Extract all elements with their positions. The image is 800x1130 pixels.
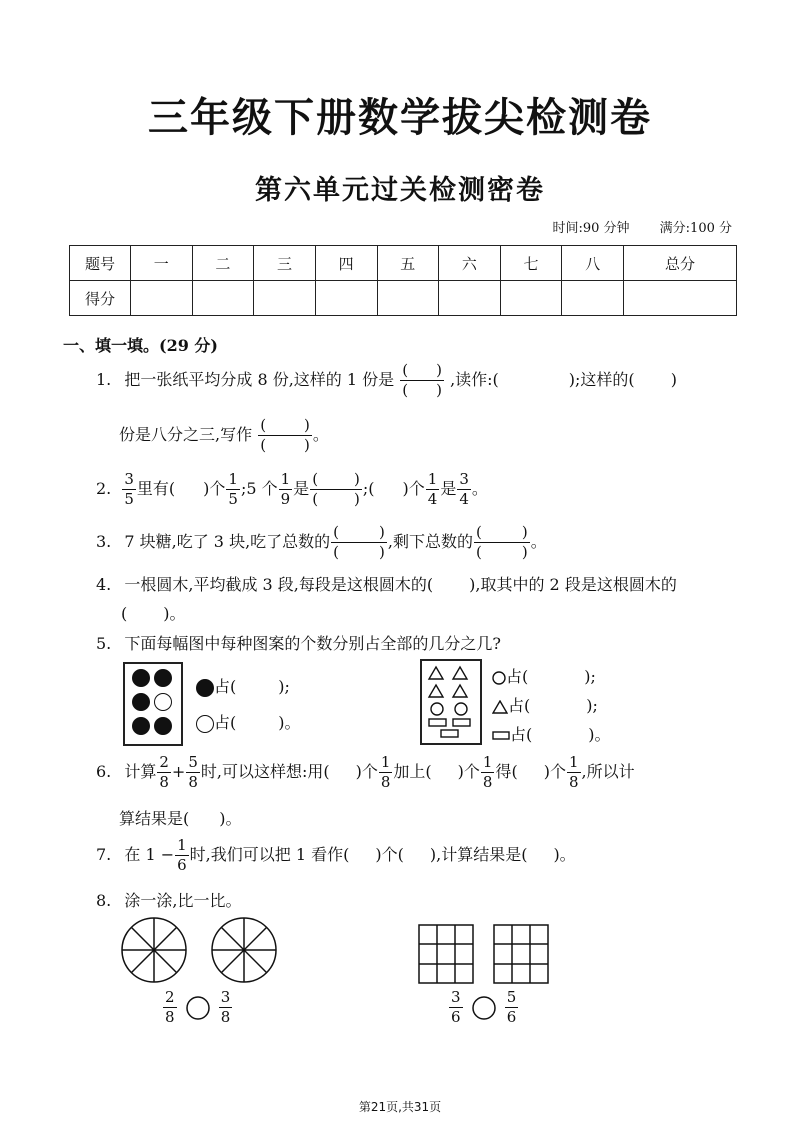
question-number: 8. [96,891,112,910]
triangle-icon [429,667,443,679]
triangle-icon [492,700,508,714]
time-limit: 时间:90 分钟 [552,221,630,236]
compare-circle-blank[interactable] [471,995,497,1021]
question-7: 7. 在 1 − $\frac{1}{6}$ 时,我们可以把 1 看作( )个( ),计算结果是( )。 [96,836,576,874]
fraction: $\frac{1}{8}$ [482,753,493,791]
question-number: 4. [96,575,112,594]
filled-circle-icon [132,693,150,711]
question-1-line-1: 1. 把一张纸平均分成 8 份,这样的 1 份是 $\frac{( )}{( )}$ ,读作:( );这样的( ) [96,361,677,399]
fraction: $\frac{3}{4}$ [459,470,469,508]
legend-filled-circle: 占( ); [196,674,290,697]
answer-fraction-blank[interactable]: $\frac{( )}{( )}$ [260,416,310,454]
question-6-line-1: 6. 计算 $\frac{2}{8}$ + $\frac{5}{8}$ 时,可以这样想:用( )个 $\frac{1}{8}$ 加上( )个 $\frac{1}{8}$ 得( )个 $\frac{1}{8}$ ,所以计 [96,753,635,791]
question-6-line-2: 算结果是( )。 [119,809,242,828]
fraction: $\frac{1}{9}$ [280,470,291,508]
score-input-cell[interactable] [315,281,377,316]
score-input-cell[interactable] [192,281,254,316]
question-3: 3. 7 块糖,吃了 3 块,吃了总数的 $\frac{( )}{( )}$ ,剩下总数的 $\frac{( )}{( )}$ 。 [96,523,547,561]
fraction: $\frac{3}{6}$ [451,988,461,1026]
rectangle-icon [453,719,470,726]
grid-sixths-right [494,925,548,983]
full-score: 满分:100 分 [659,221,732,236]
question-8: 8. 涂一涂,比一比。 [96,891,242,910]
score-table-cell: 一 [131,246,193,281]
question-number: 3. [96,532,112,551]
triangle-icon [453,685,467,697]
triangle-icon [453,667,467,679]
exam-info [526,217,732,236]
score-input-cell[interactable] [254,281,316,316]
answer-fraction-blank[interactable]: $\frac{( )}{( )}$ [312,470,360,508]
page-number: 第21页,共31页 [358,1100,442,1114]
empty-circle-icon [154,693,172,711]
question-1-line-2: 份是八分之三,写作 $\frac{( )}{( )}$ 。 [119,416,329,454]
empty-circle-icon [196,715,214,733]
circle-eighths-figures [120,916,280,986]
answer-fraction-blank[interactable]: $\frac{( )}{( )}$ [475,523,528,561]
section-heading: 一、填一填。(29 分) [63,336,218,355]
compare-right [448,990,519,1025]
grid-sixths-figures [418,924,550,986]
question-number: 6. [96,762,112,781]
score-table-cell: 总分 [624,246,737,281]
score-table-cell: 七 [500,246,562,281]
question-number: 5. [96,634,112,653]
legend-rectangle: 占( )。 [492,722,611,745]
fraction: $\frac{5}{8}$ [188,753,198,791]
fraction: $\frac{5}{6}$ [506,988,517,1026]
rectangle-icon [429,719,446,726]
shape-figure-box [420,659,482,745]
score-table-header-row [70,246,737,281]
answer-fraction-blank[interactable]: $\frac{( )}{( )}$ [402,361,442,399]
question-number: 7. [96,845,112,864]
fraction: $\frac{1}{6}$ [177,836,187,874]
page-subtitle: 第六单元过关检测密卷 [255,175,545,206]
score-table-score-row [70,281,737,316]
fraction: $\frac{2}{8}$ [159,753,169,791]
question-2: 2. $\frac{3}{5}$ 里有( )个 $\frac{1}{5}$ ;5 个 $\frac{1}{9}$ 是 $\frac{( )}{( )}$ ;( )个 $\frac{1}{4}$ 是 $\frac{3}{4}$ 。 [96,470,488,508]
circle-icon [431,703,443,715]
legend-circle: 占( ); [492,664,596,687]
compare-left [162,990,233,1025]
fraction: $\frac{1}{4}$ [427,470,438,508]
filled-circle-icon [154,669,172,687]
score-table-cell: 题号 [70,246,131,281]
score-table [69,245,737,316]
fraction: $\frac{2}{8}$ [165,988,175,1026]
question-number: 1. [96,370,112,389]
page-title: 三年级下册数学拔尖检测卷 [148,95,652,141]
fraction: $\frac{3}{8}$ [220,988,231,1026]
answer-fraction-blank[interactable]: $\frac{( )}{( )}$ [333,523,385,561]
question-number: 2. [96,479,112,498]
score-input-cell[interactable] [562,281,624,316]
rectangle-icon [441,730,458,737]
question-5: 5. 下面每幅图中每种图案的个数分别占全部的几分之几? [96,634,501,653]
triangle-icon [429,685,443,697]
score-table-cell: 六 [439,246,501,281]
score-table-cell: 八 [562,246,624,281]
circle-icon [455,703,467,715]
score-table-cell: 二 [192,246,254,281]
score-input-cell[interactable] [377,281,439,316]
fraction: $\frac{3}{5}$ [124,470,134,508]
filled-circle-icon [154,717,172,735]
rectangle-icon [492,731,510,741]
score-table-cell: 四 [315,246,377,281]
filled-circle-icon [196,679,214,697]
filled-circle-icon [132,717,150,735]
question-4-line-2: ( )。 [121,604,186,623]
score-table-cell: 五 [377,246,439,281]
score-input-cell[interactable] [439,281,501,316]
score-table-cell: 得分 [70,281,131,316]
grid-sixths-left [419,925,473,983]
filled-circle-icon [132,669,150,687]
score-input-cell[interactable] [131,281,193,316]
score-table-cell: 三 [254,246,316,281]
fraction: $\frac{1}{8}$ [380,753,391,791]
compare-circle-blank[interactable] [185,995,211,1021]
legend-triangle: 占( ); [492,693,598,716]
circle-icon [492,671,506,685]
fraction: $\frac{1}{8}$ [568,753,579,791]
circle-figure-box [123,662,183,746]
legend-empty-circle: 占( )。 [196,710,301,733]
score-input-cell[interactable] [500,281,562,316]
fraction: $\frac{1}{5}$ [228,470,238,508]
score-input-cell[interactable] [624,281,737,316]
question-4-line-1: 4. 一根圆木,平均截成 3 段,每段是这根圆木的( ),取其中的 2 段是这根圆木的 [96,575,677,594]
